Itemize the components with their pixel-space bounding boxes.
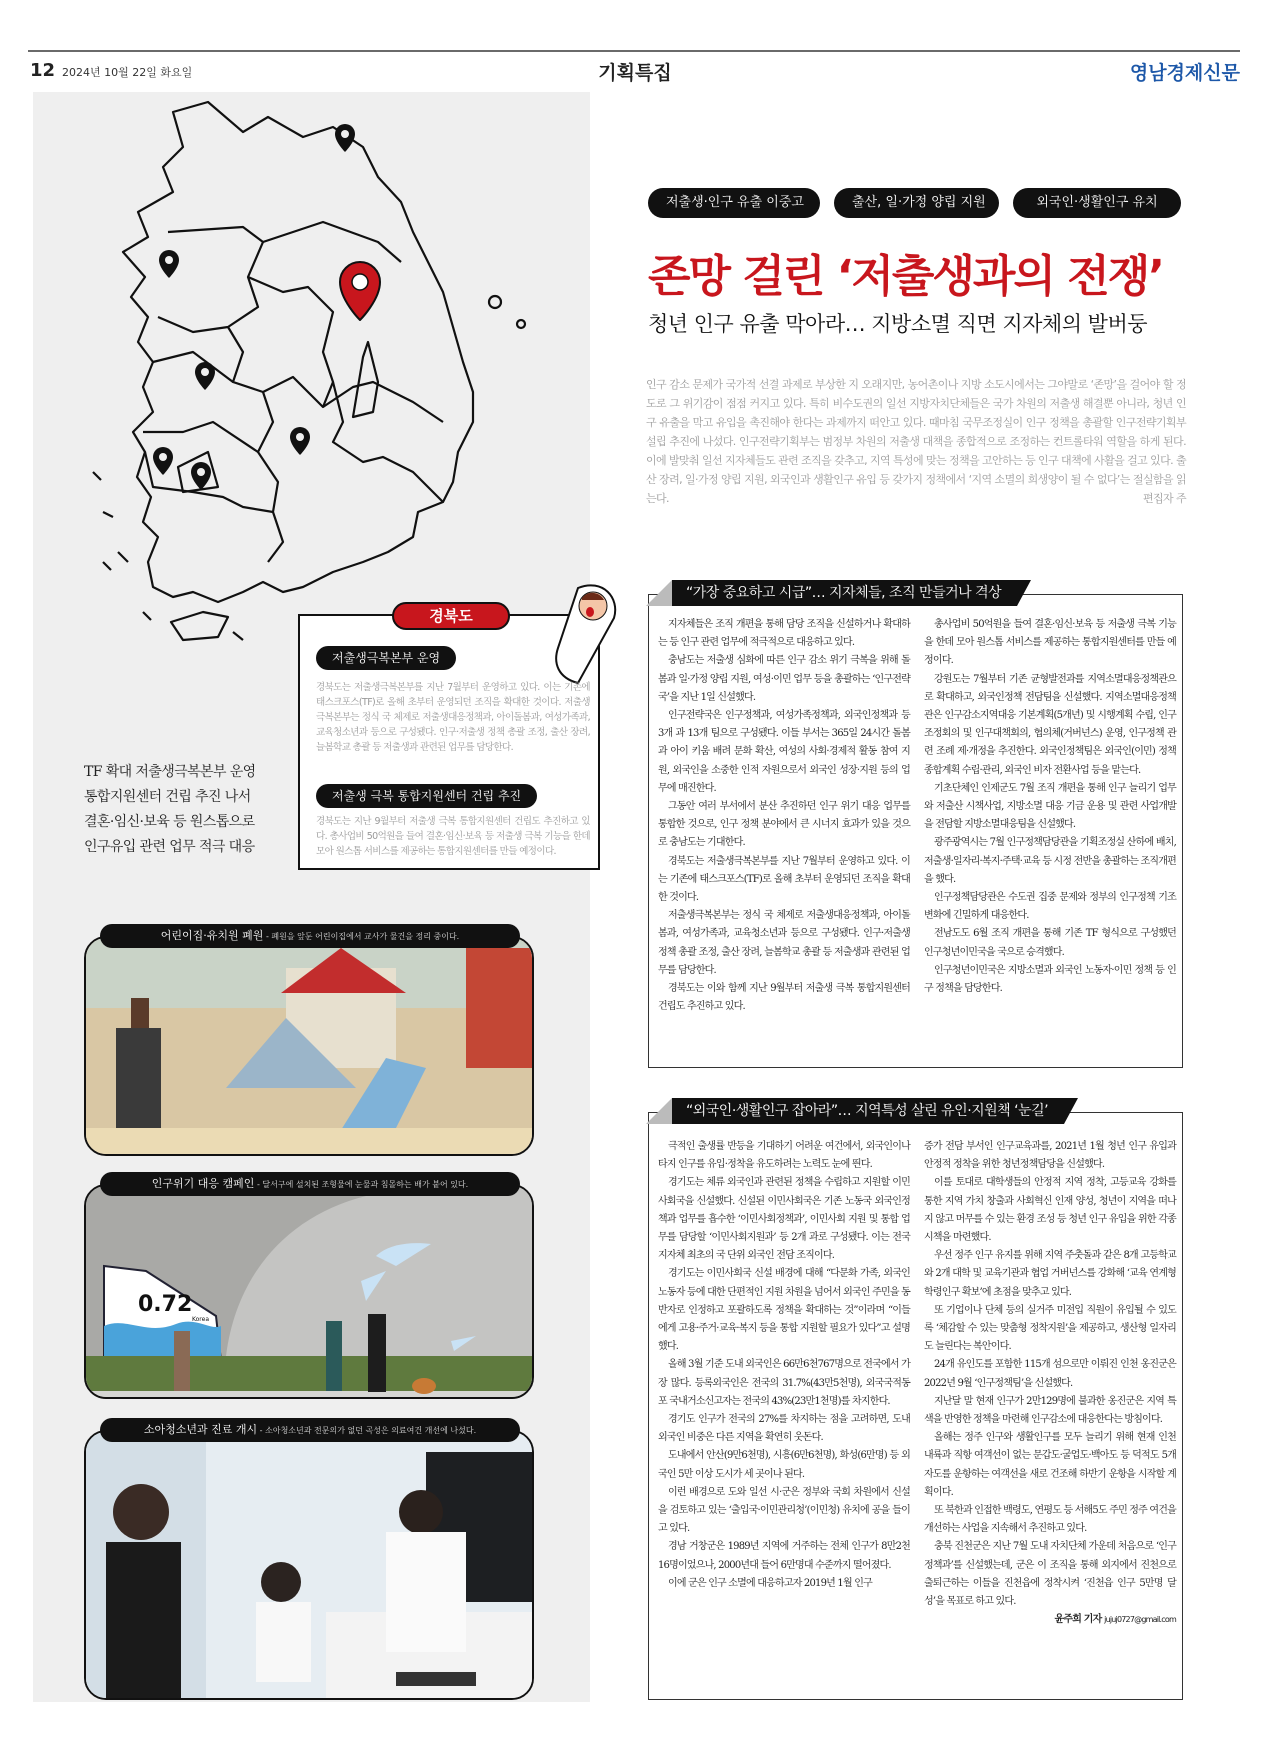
paragraph: 전남도도 6월 조직 개편을 통해 기존 TF 형식으로 구성했던 인구청년이민국을 국으로 승격했다. (924, 928, 1176, 958)
photo-caption (100, 1418, 520, 1442)
caption-title: 소아청소년과 진료 개시 (143, 1423, 258, 1436)
paragraph: 도내에서 안산(9만6천명), 시흥(6만6천명), 화성(6만명) 등 외국인 5만 이상 도시가 세 곳이나 된다. (658, 1450, 910, 1480)
paragraph: 광주광역시는 7월 인구정책담당관을 기획조정실 산하에 배치, 저출생·일자리·복지·주택·교육 등 시정 전반을 총괄하는 조직개편을 했다. (924, 837, 1176, 885)
paragraph: 인구청년이민국은 지방소멸과 외국인 노동자·이민 정책 등 인구 정책을 담당한다. (924, 964, 1176, 995)
caption-title: 어린이집·유치원 폐원 (160, 929, 264, 942)
gyeongbuk-section-heading: 저출생극복본부 운영 (316, 646, 456, 670)
highlight-pin-icon (340, 262, 380, 320)
photo-image (86, 1186, 534, 1399)
article-1-right-column (924, 616, 1176, 998)
paragraph: 올해 3월 기준 도내 외국인은 66만6천767명으로 전국에서 가장 많다. 등록외국인은 전국의 31.7%(43만5천명), 외국국적동포 국내거소신고자는 전국의 43%(23만1천명)를 차지한다. (658, 1359, 910, 1407)
photo-image (86, 938, 534, 1156)
paragraph: 그동안 여러 부서에서 분산 추진하던 인구 위기 대응 업무를 통합한 것으로, 인구 정책 분야에서 큰 시너지 효과가 있을 것으로 충남도는 기대한다. (658, 801, 910, 849)
pull-quote (84, 760, 284, 860)
paragraph: 또 기업이나 단체 등의 실거주 미전입 직원이 유입될 수 있도록 ‘체감할 수 있는 맞춤형 정착지원’을 제공하고, 생산형 일자리도 늘린다는 복안이다. (924, 1304, 1176, 1353)
page-header (30, 58, 1240, 88)
paragraph: 지난달 말 현재 인구가 2만129명에 불과한 옹진군은 지역 특색을 반영한 정책을 마련해 인구감소에 대응한다는 방침이다. (924, 1395, 1176, 1426)
topic-tags (648, 188, 1181, 218)
section-title: 기획특집 (598, 62, 672, 84)
caption-subtext: - 달서구에 설치된 조형물에 눈물과 침몰하는 배가 붙어 있다. (254, 1180, 469, 1189)
article-2-right-column (924, 1138, 1176, 1629)
gyeongbuk-title: 경북도 (392, 602, 510, 630)
article-2-left-column (658, 1138, 910, 1593)
newspaper-brand[interactable]: 영남경제신문 (1129, 62, 1240, 84)
editor-signature: 편집자 주 (1142, 492, 1186, 505)
paragraph: 총사업비 50억원을 들여 결혼·임신·보육 등 저출생 극복 기능을 한데 모아 원스톱 서비스를 제공하는 통합지원센터를 만들 예정이다. (924, 619, 1176, 667)
caption-subtext: - 폐원을 앞둔 어린이집에서 교사가 물건을 정리 중이다. (263, 932, 460, 941)
reporter-email[interactable]: jujuj0727@gmail.com (1104, 1615, 1176, 1625)
paragraph: 충남도는 저출생 심화에 따른 인구 감소 위기 극복을 위해 돌봄과 일·가정 양립 지원, 여성·이민 업무 등을 총괄하는 ‘인구전략국’을 지난 1일 신설했다. (658, 655, 910, 703)
article-2-title: “외국인·생활인구 잡아라”… 지역특성 살린 유인·지원책 ‘눈길’ (672, 1098, 1064, 1124)
photo-caption (100, 1172, 520, 1196)
page-number: 12 (30, 60, 56, 81)
byline (924, 1611, 1176, 1629)
paragraph: 24개 유인도를 포함한 115개 섬으로만 이뤄진 인천 옹진군은 2022년 9월 ‘인구정책팀’을 신설했다. (924, 1359, 1176, 1389)
paragraph: 경북도는 이와 함께 지난 9월부터 저출생 극복 통합지원센터 건립도 추진하고 있다. (658, 983, 910, 1013)
caption-title: 인구위기 대응 캠페인 (151, 1177, 255, 1190)
paragraph: 인구정책담당관은 수도권 집중 문제와 정부의 인구정책 기조 변화에 긴밀하게 대응한다. (924, 892, 1176, 922)
photo-image (86, 1432, 534, 1700)
gyeongbuk-section-heading: 저출생 극복 통합지원센터 건립 추진 (316, 784, 537, 808)
paragraph: 올해는 정주 인구와 생활인구를 모두 늘리기 위해 현재 인천 내륙과 직항 여객선이 없는 문갑도·굴업도·백아도 등 덕적도 5개 자도를 운항하는 여객선을 새로 건조해 하반기 운항을 시작할 계획이다. (924, 1432, 1176, 1498)
intro-text: 인구 감소 문제가 국가적 선결 과제로 부상한 지 오래지만, 농어촌이나 지방 소도시에서는 그야말로 ‘존망’을 걸어야 할 정도로 그 위기감이 점점 커지고 있다. 특히 비수도권의 일선 지방자치단체들은 국가 차원의 저출생 해결뿐 아니라, 청년 인구 유출을 막고 유입을 촉진해야 한다는 과제까지 떠안고 있다. 때마침 국무조정실이 인구 정책을 총괄할 인구전략기획부 설립 추진에 나섰다. 인구전략기획부는 범정부 차원의 저출생 대책을 종합적으로 조정하는 컨트롤타워 역할을 하게 된다. 이에 발맞춰 일선 지자체들도 관련 조직을 갖추고, 지역 특성에 맞는 정책을 고안하는 등 인구 대책에 사활을 걸고 있다. 출산 장려, 일·가정 양립 지원, 외국인과 생활인구 유입 등 갖가지 정책에서 ‘지역 소멸의 희생양이 될 수 없다’는 절실함을 읽는다. (646, 378, 1186, 505)
pediatrics-clinic-photo[interactable] (84, 1430, 534, 1700)
paragraph: 경기도 인구가 전국의 27%를 차지하는 점을 고려하면, 도내 외국인 비중은 다른 지역을 확연히 웃돈다. (658, 1414, 910, 1444)
gyeongbuk-section-text: 경북도는 지난 9월부터 저출생 극복 통합지원센터 건립도 추진하고 있다. 총사업비 50억원을 들여 결혼·임신·보육 등 저출생 극복 기능을 한데 모아 원스톱 서비스를 제공하는 통합지원센터를 만들 예정이다. (316, 816, 590, 857)
caption-subtext: - 소아청소년과 전문의가 없던 곡성은 의료여건 개선에 나섰다. (257, 1426, 477, 1435)
svg-text:Korea: Korea (192, 1316, 210, 1323)
paragraph: 경북도는 저출생극복본부를 지난 7월부터 운영하고 있다. 이는 기존에 태스크포스(TF)로 올해 초부터 운영되던 조직을 확대한 것이다. (658, 855, 910, 904)
pull-quote-line: 인구유입 관련 업무 적극 대응 (84, 839, 255, 855)
paragraph: 지자체들은 조직 개편을 통해 담당 조직을 신설하거나 확대하는 등 인구 관련 업무에 적극적으로 대응하고 있다. (658, 619, 910, 649)
issue-date: 2024년 10월 22일 화요일 (62, 66, 193, 79)
paragraph: 우선 정주 인구 유지를 위해 지역 주춧돌과 같은 8개 고등학교와 2개 대학 및 교육기관과 협업 거버넌스를 강화해 ‘교육 연계형 학령인구 확보’에 초점을 맞추고 있다. (924, 1250, 1176, 1298)
paragraph: 강원도는 7월부터 기존 균형발전과를 지역소멸대응정책관으로 확대하고, 외국인정책 전담팀을 신설했다. 지역소멸대응정책관은 인구감소지역대응 기본계획(5개년) 및 시행계획 수립, 인구조정회의 및 인구대책회의, 협의체(거버넌스) 운영, 인구정책 관련 조례 제·개정을 추진한다. 외국인정책팀은 외국인(이민) 정책 종합계획 수립·관리, 외국인 비자 전환사업 등을 맡는다. (924, 673, 1176, 776)
paragraph: 저출생극복본부는 정식 국 체제로 저출생대응정책과, 아이돌봄과, 여성가족과, 교육청소년과 등으로 구성됐다. 인구·저출생 정책 총괄 조정, 출산 장려, 늘봄학교 총괄 등 저출생과 관련된 업무를 담당한다. (658, 910, 910, 976)
paragraph: 증가 전담 부서인 인구교육과를, 2021년 1월 청년 인구 유입과 안정적 정착을 위한 청년정책담당을 신설했다. (924, 1141, 1176, 1171)
sub-headline: 청년 인구 유출 막아라… 지방소멸 직면 지자체의 발버둥 (648, 312, 1148, 336)
editor-intro (646, 375, 1186, 508)
article-1-left-column (658, 616, 910, 1016)
paragraph: 기초단체인 인제군도 7월 조직 개편을 통해 인구 늘리기 업무와 저출산 시책사업, 지방소멸 대응 기금 운용 및 관련 사업개발을 전담할 지방소멸대응팀을 신설했다. (924, 782, 1176, 831)
paragraph: 인구전략국은 인구정책과, 여성가족정책과, 외국인정책과 등 3개 과 13개 팀으로 구성됐다. 이들 부서는 365일 24시간 돌봄과 아이 키움 배려 문화 확산, 여성의 사회·경제적 활동 참여 지원, 외국인을 소중한 인적 자원으로서 외국인 성장·지원 등의 업무에 매진한다. (658, 710, 910, 794)
main-headline: 존망 걸린 ‘저출생과의 전쟁’ (648, 251, 1163, 302)
pull-quote-line: 결혼·임신·보육 등 원스톱으로 (84, 814, 255, 830)
paragraph: 극적인 출생률 반등을 기대하기 어려운 여건에서, 외국인이나 타지 인구를 유입·정착을 유도하려는 노력도 눈에 띈다. (658, 1141, 910, 1171)
reporter-name: 윤주희 기자 (1054, 1614, 1102, 1626)
paragraph: 이를 토대로 대학생들의 안정적 지역 정착, 고등교육 강화를 통한 지역 가치 창출과 사회혁신 인재 양성, 청년이 지역을 떠나지 않고 머무를 수 있는 환경 조성 등 청년 인구 유입을 위한 각종 시책을 마련했다. (924, 1177, 1176, 1244)
paragraph: 경기도는 체류 외국인과 관련된 정책을 수립하고 지원할 이민사회국을 신설했다. 신설된 이민사회국은 기존 노동국 외국인정책과 업무를 흡수한 ‘이민사회정책과’, 이민사회 지원 및 통합 업무를 담당할 ‘이민사회지원과’ 등 2개 과로 구성됐다. 이는 전국 지자체 최초의 국 단위 외국인 전담 조직이다. (658, 1177, 910, 1262)
pull-quote-line: 통합지원센터 건립 추진 나서 (84, 789, 251, 805)
topic-tag: 출산, 일·가정 양립 지원 (834, 188, 999, 218)
topic-tag: 저출생·인구 유출 이중고 (648, 188, 820, 218)
daycare-closure-photo[interactable] (84, 936, 534, 1156)
paragraph: 이런 배경으로 도와 일선 시·군은 정부와 국회 차원에서 신설을 검토하고 있는 ‘출입국·이민관리청’(이민청) 유치에 공을 들이고 있다. (658, 1486, 910, 1535)
paragraph: 경남 거창군은 1989년 지역에 거주하는 전체 인구가 8만2천16명이었으나, 2000년대 들어 6만명대 수준까지 떨어졌다. (658, 1541, 910, 1571)
paragraph: 충북 진천군은 지난 7월 도내 자치단체 가운데 처음으로 ‘인구정책과’를 신설했는데, 군은 이 조직을 통해 외지에서 진천으로 출퇴근하는 이들을 진천읍에 정착시켜 ‘진천읍 인구 5만명 달성’을 목표로 하고 있다. (924, 1541, 1176, 1608)
article-1-title: “가장 중요하고 시급”… 지자체들, 조직 만들거나 격상 (672, 580, 1017, 606)
paragraph: 경기도는 이민사회국 신설 배경에 대해 “다문화 가족, 외국인 노동자 등에 대한 단편적인 지원 차원을 넘어서 외국인 주민을 동반자로 인정하고 포괄하도록 정책을 확대하는 것”이라며 “이들에게 고용·주거·교육·복지 등을 통합 지원할 필요가 있다”고 설명했다. (658, 1268, 910, 1353)
pull-quote-line: TF 확대 저출생극복본부 운영 (84, 764, 256, 780)
population-campaign-photo[interactable] (84, 1184, 534, 1399)
gyeongbuk-section-text: 경북도는 저출생극복본부를 지난 7월부터 운영하고 있다. 이는 기존에 태스크포스(TF)로 올해 초부터 운영되던 조직을 확대한 것이다. 저출생극복본부는 정식 국 체제로 저출생대응정책과, 아이돌봄과, 여성가족과, 교육청소년과 등으로 구성됐다. 인구·저출생 정책 총괄 조정, 출산 장려, 늘봄학교 총괄 등 저출생과 관련된 업무를 담당한다. (316, 682, 590, 753)
top-rule (28, 50, 1240, 52)
paragraph: 이에 군은 인구 소멸에 대응하고자 2019년 1월 인구 (668, 1577, 872, 1589)
paragraph: 또 북한과 인접한 백령도, 연평도 등 서해5도 주민 정주 여건을 개선하는 사업을 지속해서 추진하고 있다. (924, 1505, 1176, 1535)
svg-text:0.72: 0.72 (138, 1292, 193, 1317)
swaddled-baby-icon (548, 578, 620, 688)
topic-tag: 외국인·생활인구 유치 (1013, 188, 1181, 218)
photo-caption (100, 924, 520, 948)
